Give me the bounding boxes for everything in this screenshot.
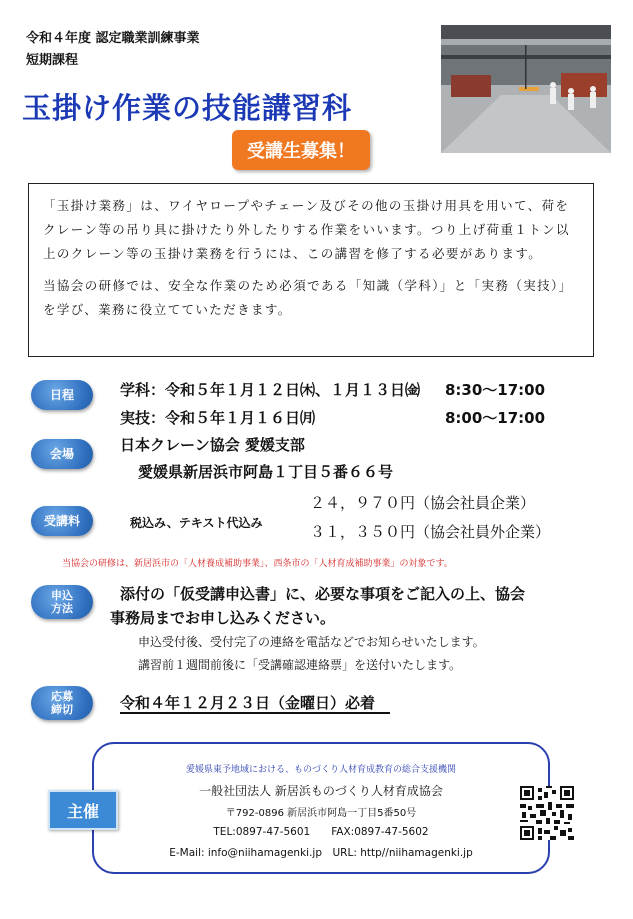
qr-code-icon [520, 786, 574, 840]
fee-member: ２４，９７０円（協会社員企業） [310, 494, 536, 512]
intro-box [28, 183, 594, 357]
fee-nonmember: ３１，３５０円（協会社員外企業） [310, 523, 551, 541]
host-tagline: 愛媛県東予地域における、ものづくり人材育成教育の総合支援機関 [185, 765, 456, 775]
schedule-label: 日程 [31, 380, 93, 410]
deadline-text: 令和４年１２月２３日（金曜日）必着 [120, 694, 376, 712]
deadline-label [31, 686, 93, 720]
host-tel-fax: TEL:0897-47-5601 FAX:0897-47-5602 [213, 826, 429, 838]
application-label-text: 申込方法 [51, 589, 73, 615]
training-photo [441, 25, 611, 153]
application-line-3: 申込受付後、受付完了の連絡を電話などでお知らせいたします。 [138, 635, 485, 649]
venue-address: 愛媛県新居浜市阿島１丁目５番６６号 [138, 463, 394, 481]
lecture-time: 8:30〜17:00 [445, 381, 546, 399]
lecture-date: 学科：令和５年１月１２日㈭、１月１３日㈮ [120, 381, 421, 399]
intro-paragraph-1: 「玉掛け業務」は、ワイヤロープやチェーン及びその他の玉掛け用具を用いて、荷をクレーン等の吊り具に掛けたり外したりする作業をいいます。つり上げ荷重１トン以上のクレーン等の玉掛け業務を行うには、この講習を修了する必要があります。 [43, 198, 570, 261]
fee-note: 税込み、テキスト代込み [130, 516, 263, 530]
recruit-badge: 受講生募集！ [232, 130, 370, 170]
subsidy-note: 当協会の研修は、新居浜市の「人材養成補助事業」、西条市の「人材育成補助事業」の対象です。 [62, 559, 453, 569]
page-title: 玉掛け作業の技能講習科 [22, 91, 353, 125]
host-address: 〒792-0896 新居浜市阿島一丁目5番50号 [225, 808, 417, 819]
fee-label: 受講料 [31, 506, 93, 536]
program-year: 令和４年度 認定職業訓練事業 [26, 31, 200, 46]
practice-date: 実技：令和５年１月１６日㈪ [120, 409, 316, 427]
practice-time: 8:00〜17:00 [445, 409, 546, 427]
application-line-2: 事務局までお申し込みください。 [110, 609, 336, 627]
host-label: 主催 [48, 790, 118, 830]
application-line-1: 添付の「仮受講申込書」に、必要な事項をご記入の上、協会 [120, 585, 526, 603]
program-type: 短期課程 [26, 53, 79, 68]
deadline-label-text: 応募締切 [51, 690, 73, 716]
intro-paragraph-2: 当協会の研修では、安全な作業のため必須である「知識（学科）」と「実務（実技）」を学び、業務に役立てていただきます。 [43, 278, 573, 317]
application-label [31, 585, 93, 619]
deadline-underline [120, 712, 390, 714]
venue-name: 日本クレーン協会 愛媛支部 [120, 436, 305, 454]
host-contact: E-Mail: info@niihamagenki.jp URL: http//niihamagenki.jp [169, 847, 473, 859]
venue-label: 会場 [31, 439, 93, 469]
application-line-4: 講習前１週間前後に「受講確認連絡票」を送付いたします。 [138, 658, 462, 672]
host-org: 一般社団法人 新居浜ものづくり人材育成協会 [199, 784, 443, 798]
